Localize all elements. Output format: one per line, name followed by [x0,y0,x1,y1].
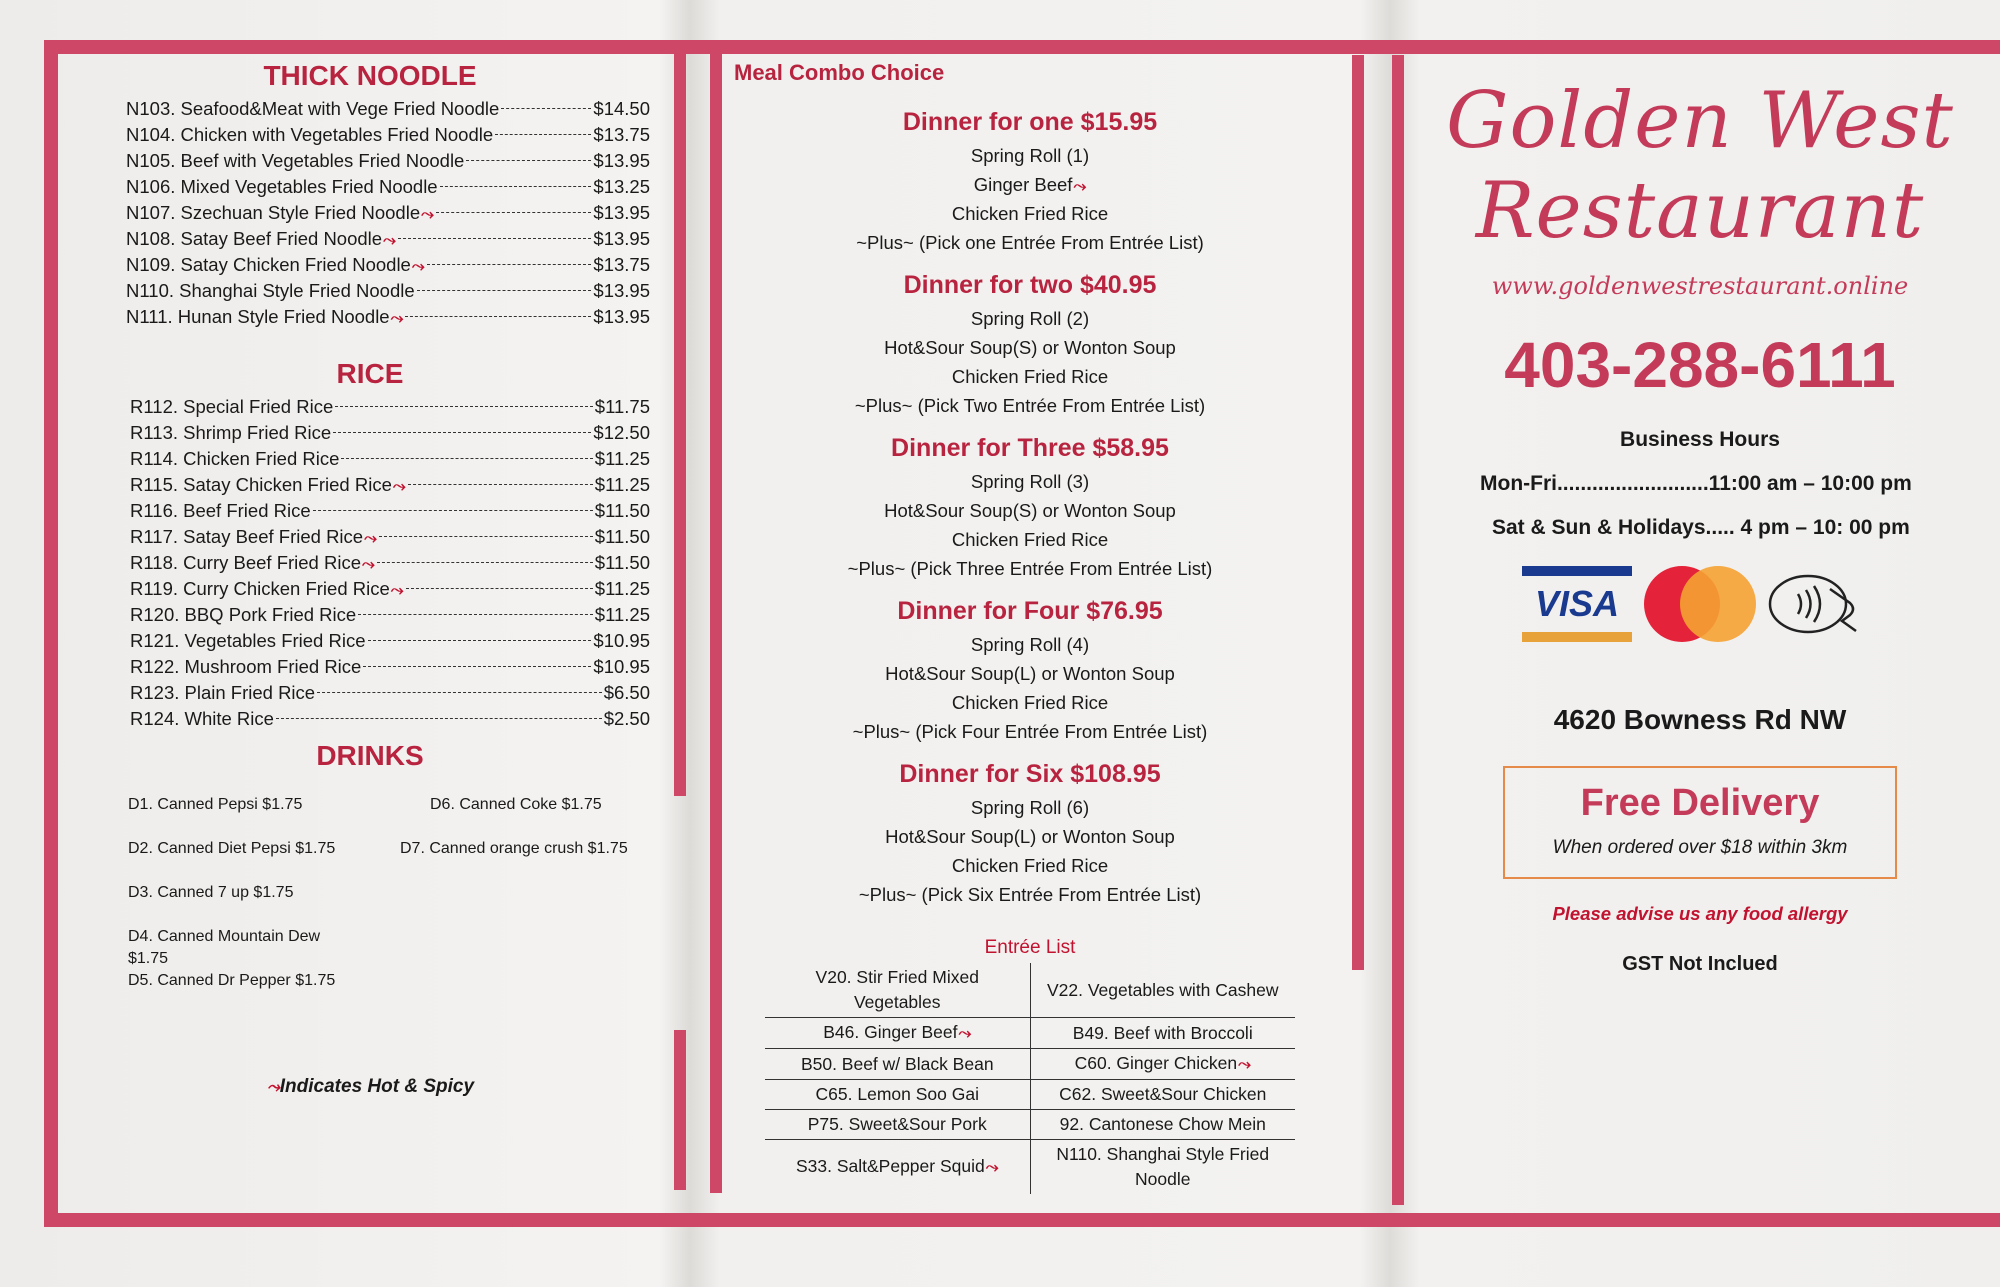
divider-left-lower [674,1030,686,1190]
contactless-icon [1768,569,1878,639]
menu-item-price: $12.50 [593,422,650,443]
dotted-leader [377,562,593,563]
restaurant-info-panel [1420,60,1980,976]
dinner-title: Dinner for Four $76.95 [897,597,1163,625]
menu-item-name: N111. Hunan Style Fried Noodle [126,306,390,327]
hours-weekday: Mon-Fri..........................11:00 am – 10:00 pm [1480,472,1912,495]
entree-item [1030,1049,1295,1080]
menu-item-price: $13.95 [593,150,650,171]
menu-item-name: R123. Plain Fried Rice [130,682,316,703]
menu-item [130,706,650,732]
menu-item-price: $13.75 [593,124,650,145]
dotted-leader [368,640,592,641]
entree-item-text: B46. Ginger Beef [823,1022,958,1042]
drink-d6: D6. Canned Coke $1.75 [430,796,602,813]
dotted-leader [405,316,591,317]
combo-header: Meal Combo Choice [734,60,945,85]
menu-item [130,602,650,628]
rice-title: RICE [336,358,404,389]
menu-item [130,680,650,706]
spicy-legend [90,1076,650,1098]
dinner-item [720,525,1340,554]
dinner-item [720,659,1340,688]
menu-item-name: N104. Chicken with Vegetables Fried Noodle [126,124,494,145]
dinner-item-text: ~Plus~ (Pick Four Entrée From Entrée List) [852,721,1208,742]
mastercard-icon [1640,564,1760,644]
free-delivery-box [1503,766,1897,879]
dotted-leader [379,536,593,537]
dinner-item [720,141,1340,170]
dinner-title: Dinner for Six $108.95 [899,760,1161,788]
chili-icon: ⤳ [411,258,425,275]
website-url[interactable]: www.goldenwestrestaurant.online [1491,272,1909,300]
entree-item-text: N110. Shanghai Style Fried Noodle [1056,1144,1270,1189]
drinks-title: DRINKS [316,740,424,771]
dotted-leader [417,290,592,291]
dinner-item-text: Hot&Sour Soup(L) or Wonton Soup [885,826,1175,847]
entree-item-text: B50. Beef w/ Black Bean [800,1053,994,1074]
dinner-combo [720,434,1340,583]
dinner-item [720,688,1340,717]
menu-item-name: R115. Satay Chicken Fried Rice [130,474,392,495]
menu-item-price: $13.25 [593,176,650,197]
menu-item [130,394,650,420]
menu-item-name: N105. Beef with Vegetables Fried Noodle [126,150,465,171]
menu-item-price: $13.95 [593,202,650,223]
dinner-item-text: ~Plus~ (Pick Six Entrée From Entrée List) [858,884,1202,905]
dinner-combo [720,108,1340,257]
entree-row [765,1140,1295,1195]
menu-item [126,304,650,330]
dinner-item [720,880,1340,909]
entree-item [1030,1018,1295,1049]
menu-item-price: $11.50 [594,526,650,547]
menu-item [130,472,650,498]
dinner-item [720,822,1340,851]
entree-row [765,1018,1295,1049]
thick-noodle-title: THICK NOODLE [263,60,477,91]
dotted-leader [276,718,602,719]
menu-item-name: N108. Satay Beef Fried Noodle [126,228,383,249]
gst-note: GST Not Inclued [1622,953,1778,975]
entree-item [765,1110,1030,1140]
dinner-combo [720,597,1340,746]
dinner-item-text: Spring Roll (2) [970,308,1090,329]
divider-left-upper [674,46,686,796]
dinner-item-text: Ginger Beef [973,174,1073,195]
menu-item-name: R121. Vegetables Fried Rice [130,630,366,651]
dinner-item [720,228,1340,257]
logo-line-2: Restaurant [1475,166,1925,256]
menu-item-price: $11.50 [594,500,650,521]
dinner-item [720,467,1340,496]
dinner-item-text: Spring Roll (4) [970,634,1090,655]
entree-item [765,1018,1030,1049]
entree-item [765,1049,1030,1080]
dinner-item-text: ~Plus~ (Pick Three Entrée From Entrée List) [847,558,1213,579]
logo-line-1: Golden West [1446,76,1954,166]
menu-item-price: $14.50 [593,98,650,119]
meal-combo-panel [720,60,1340,1194]
menu-item-name: R117. Satay Beef Fried Rice [130,526,364,547]
entree-item-text: V22. Vegetables with Cashew [1046,979,1279,1000]
dinner-item-text: Spring Roll (3) [970,471,1090,492]
entree-item [765,1080,1030,1110]
chili-icon: ⤳ [958,1025,972,1042]
dinner-item [720,362,1340,391]
thick-noodle-list [90,96,650,330]
dotted-leader [398,238,592,239]
entree-row [765,1080,1295,1110]
dinner-item-text: ~Plus~ (Pick Two Entrée From Entrée List) [854,395,1206,416]
menu-item [126,96,650,122]
dinner-item [720,304,1340,333]
menu-item-name: R122. Mushroom Fried Rice [130,656,362,677]
entree-table [765,963,1295,1194]
drink-d3: D3. Canned 7 up $1.75 [128,884,294,901]
menu-item [126,252,650,278]
menu-item-name: R112. Special Fried Rice [130,396,334,417]
menu-item [126,226,650,252]
chili-icon: ⤳ [1073,178,1087,195]
dotted-leader [317,692,602,693]
menu-item [126,174,650,200]
dotted-leader [501,108,591,109]
payment-methods [1420,564,1980,644]
dinner-item [720,793,1340,822]
dinner-item [720,630,1340,659]
entree-item [765,1140,1030,1195]
chili-icon: ⤳ [390,582,404,599]
divider-combo-right [1352,55,1364,970]
menu-item-name: R118. Curry Beef Fried Rice [130,552,361,573]
chili-icon: ⤳ [985,1159,999,1176]
menu-item-price: $13.95 [593,228,650,249]
dotted-leader [436,212,591,213]
menu-item-name: R119. Curry Chicken Fried Rice [130,578,390,599]
menu-item-price: $11.25 [594,604,650,625]
noodle-rice-drinks-panel [90,60,650,1200]
drinks-list [90,772,650,1012]
dinner-title: Dinner for one $15.95 [902,108,1158,136]
menu-item-price: $11.75 [594,396,650,417]
menu-item-name: N103. Seafood&Meat with Vege Fried Noodle [126,98,500,119]
drink-d4: D4. Canned Mountain Dew [128,928,321,945]
entree-item-text: B49. Beef with Broccoli [1072,1022,1253,1043]
dinner-item [720,496,1340,525]
drink-d4-price: $1.75 [128,950,169,967]
phone-number[interactable]: 403-288-6111 [1504,329,1896,401]
menu-item-price: $13.95 [593,306,650,327]
entree-item [1030,1110,1295,1140]
dinner-list [720,108,1340,909]
dinner-item [720,170,1340,199]
entree-item [765,963,1030,1018]
menu-item-price: $11.50 [594,552,650,573]
business-hours-title: Business Hours [1620,428,1780,451]
entree-item-text: V20. Stir Fried Mixed Vegetables [815,967,979,1012]
menu-item-price: $10.95 [593,630,650,651]
dotted-leader [466,160,591,161]
menu-item-price: $11.25 [594,578,650,599]
visa-card-icon [1522,566,1632,642]
divider-right [1392,55,1404,1205]
chili-icon: ⤳ [421,206,434,223]
hours-weekend: Sat & Sun & Holidays..... 4 pm – 10: 00 pm [1492,516,1910,539]
dotted-leader [333,432,591,433]
dinner-combo [720,760,1340,909]
menu-item [130,420,650,446]
dinner-item-text: Spring Roll (6) [970,797,1090,818]
entree-row [765,963,1295,1018]
spicy-legend-text: Indicates Hot & Spicy [279,1076,475,1097]
dotted-leader [363,666,591,667]
restaurant-logo [1420,76,1980,256]
entree-item-text: C65. Lemon Soo Gai [815,1084,979,1104]
dinner-item-text: Chicken Fried Rice [951,366,1109,387]
menu-item-name: R120. BBQ Pork Fried Rice [130,604,357,625]
menu-item-name: N109. Satay Chicken Fried Noodle [126,254,411,275]
menu-item-name: N106. Mixed Vegetables Fried Noodle [126,176,438,197]
dotted-leader [427,264,592,265]
menu-item [130,576,650,602]
drink-d2: D2. Canned Diet Pepsi $1.75 [128,840,336,857]
dinner-item-text: Chicken Fried Rice [951,855,1109,876]
entree-item-text: P75. Sweet&Sour Pork [807,1114,987,1134]
menu-item-name: R113. Shrimp Fried Rice [130,422,332,443]
chili-icon: ⤳ [1238,1056,1251,1073]
dinner-item-text: Hot&Sour Soup(S) or Wonton Soup [884,337,1176,358]
chili-icon: ⤳ [364,530,377,547]
free-delivery-note: When ordered over $18 within 3km [1552,837,1848,858]
allergy-note: Please advise us any food allergy [1552,903,1848,924]
dinner-item-text: ~Plus~ (Pick one Entrée From Entrée List) [856,232,1204,253]
menu-item-price: $2.50 [603,708,650,729]
entree-item-text: C60. Ginger Chicken [1074,1053,1238,1073]
dotted-leader [341,458,592,459]
dotted-leader [335,406,593,407]
menu-item-price: $6.50 [603,682,650,703]
free-delivery-title: Free Delivery [1580,782,1820,824]
dinner-item [720,333,1340,362]
drink-d5: D5. Canned Dr Pepper $1.75 [128,972,336,989]
entree-item-text: S33. Salt&Pepper Squid [795,1156,985,1176]
menu-item-name: N110. Shanghai Style Fried Noodle [126,280,415,301]
dinner-item-text: Chicken Fried Rice [951,203,1109,224]
drink-d7: D7. Canned orange crush $1.75 [400,840,628,857]
menu-item [126,148,650,174]
dinner-item [720,554,1340,583]
chili-icon: ⤳ [266,1079,280,1096]
chili-icon: ⤳ [383,232,396,249]
dinner-item-text: Chicken Fried Rice [951,529,1109,550]
menu-item [130,524,650,550]
dinner-title: Dinner for two $40.95 [903,271,1157,299]
dinner-item-text: Spring Roll (1) [970,145,1090,166]
entree-item [1030,1140,1295,1195]
chili-icon: ⤳ [362,556,375,573]
dinner-item [720,391,1340,420]
restaurant-address: 4620 Bowness Rd NW [1553,704,1847,735]
entree-row [765,1110,1295,1140]
entree-item [1030,1080,1295,1110]
drink-d1: D1. Canned Pepsi $1.75 [128,796,303,813]
chili-icon: ⤳ [390,310,404,327]
dinner-item-text: Hot&Sour Soup(S) or Wonton Soup [884,500,1176,521]
dotted-leader [440,186,592,187]
menu-item-price: $11.25 [594,448,650,469]
menu-item-name: R116. Beef Fried Rice [130,500,311,521]
dinner-title: Dinner for Three $58.95 [891,434,1169,462]
menu-item-price: $13.75 [593,254,650,275]
menu-item-name: R124. White Rice [130,708,274,729]
dotted-leader [495,134,591,135]
dinner-item-text: Hot&Sour Soup(L) or Wonton Soup [885,663,1175,684]
rice-list [90,394,650,732]
dotted-leader [358,614,593,615]
menu-item [130,550,650,576]
entree-list-title: Entrée List [984,937,1076,958]
dinner-combo [720,271,1340,420]
menu-item [126,278,650,304]
dinner-item [720,851,1340,880]
menu-item [130,498,650,524]
dotted-leader [313,510,593,511]
dotted-leader [408,484,593,485]
menu-item [126,200,650,226]
menu-item-name: N107. Szechuan Style Fried Noodle [126,202,421,223]
entree-item [1030,963,1295,1018]
entree-item-text: C62. Sweet&Sour Chicken [1059,1084,1267,1104]
menu-item-name: R114. Chicken Fried Rice [130,448,340,469]
menu-item [130,628,650,654]
menu-item-price: $13.95 [593,280,650,301]
visa-label: VISA [1534,583,1620,624]
dinner-item-text: Chicken Fried Rice [951,692,1109,713]
menu-item-price: $10.95 [593,656,650,677]
dinner-item [720,199,1340,228]
dotted-leader [406,588,593,589]
menu-item-price: $11.25 [594,474,650,495]
dinner-item [720,717,1340,746]
menu-item [126,122,650,148]
menu-item [130,654,650,680]
menu-item [130,446,650,472]
entree-item-text: 92. Cantonese Chow Mein [1059,1114,1266,1134]
chili-icon: ⤳ [392,478,406,495]
entree-row [765,1049,1295,1080]
